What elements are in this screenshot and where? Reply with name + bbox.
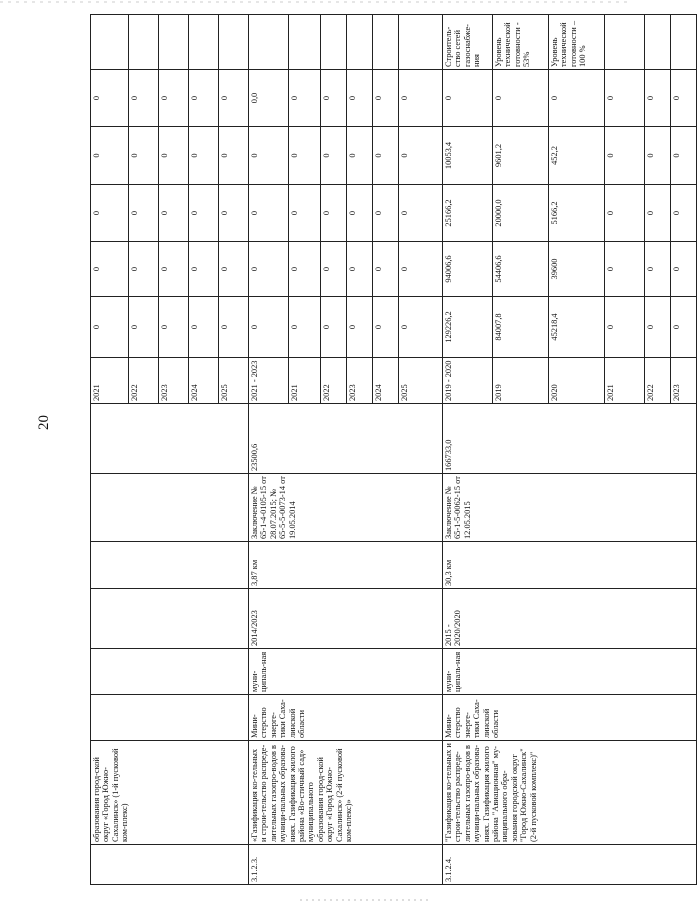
regional-budget-cell: 5166,2 (549, 185, 605, 242)
regional-budget-cell: 0 (605, 185, 645, 242)
local-budget-cell: 452,2 (549, 127, 605, 185)
regional-budget-cell: 0 (671, 185, 697, 242)
table-row (249, 15, 289, 885)
total-amount-cell: 0 (373, 297, 399, 358)
total-amount-cell: 0 (219, 297, 249, 358)
other-sources-cell: 0 (399, 70, 443, 127)
local-budget-cell: 0 (91, 127, 129, 185)
total-amount-cell: 0 (289, 297, 321, 358)
result-cell (321, 15, 347, 70)
expertise-cell: Заключение № 65-1-4-0105-15 от 28.07.2015; № 65-5-5-0073-14 от 19.05.2014 (249, 474, 443, 542)
result-cell (399, 15, 443, 70)
other-sources-cell: 0 (347, 70, 373, 127)
result-cell: Строитель-ство сетей газоснабже-ния (443, 15, 493, 70)
total-amount-cell: 84007,8 (493, 297, 549, 358)
regional-budget-cell: 25166,2 (443, 185, 493, 242)
federal-budget-cell: 0 (671, 242, 697, 297)
federal-budget-cell: 0 (91, 242, 129, 297)
period-cell (91, 589, 249, 649)
estimate-cost-cell: 23500,6 (249, 404, 443, 474)
capacity-cell: 30,3 км (443, 542, 697, 589)
other-sources-cell: 0 (289, 70, 321, 127)
year-cell: 2025 (399, 358, 443, 404)
period-cell: 2014/2023 (249, 589, 443, 649)
local-budget-cell: 0 (321, 127, 347, 185)
federal-budget-cell: 0 (249, 242, 289, 297)
local-budget-cell: 0 (219, 127, 249, 185)
federal-budget-cell: 0 (289, 242, 321, 297)
federal-budget-cell: 0 (373, 242, 399, 297)
item-number-cell (91, 845, 249, 885)
year-cell: 2019 - 2020 (443, 358, 493, 404)
year-cell: 2023 (159, 358, 189, 404)
year-cell: 2021 (91, 358, 129, 404)
federal-budget-cell: 0 (159, 242, 189, 297)
event-name-cell: образования город-ской округ «Город Южно-Сахалинск» (1-й пусковой ком-плекс) (91, 741, 249, 845)
expertise-cell (91, 474, 249, 542)
total-amount-cell: 45218,4 (549, 297, 605, 358)
year-cell: 2020 (549, 358, 605, 404)
result-cell (289, 15, 321, 70)
result-cell (91, 15, 129, 70)
table-body (91, 15, 697, 885)
program-table (90, 14, 697, 885)
other-sources-cell: 0 (549, 70, 605, 127)
local-budget-cell: 10053,4 (443, 127, 493, 185)
federal-budget-cell: 0 (605, 242, 645, 297)
executor-cell: Мини-стерство энерге-тики Саха-линской области (249, 695, 443, 741)
table-row (443, 15, 493, 885)
regional-budget-cell: 0 (289, 185, 321, 242)
financing-type-cell: муни-ципаль-ная (249, 649, 443, 695)
regional-budget-cell: 0 (321, 185, 347, 242)
regional-budget-cell: 0 (129, 185, 159, 242)
total-amount-cell: 0 (189, 297, 219, 358)
year-cell: 2021 - 2023 (249, 358, 289, 404)
regional-budget-cell: 0 (399, 185, 443, 242)
other-sources-cell: 0 (671, 70, 697, 127)
result-cell: Уровень технической готовности - 53% (493, 15, 549, 70)
total-amount-cell: 129226,2 (443, 297, 493, 358)
financing-type-cell (91, 649, 249, 695)
estimate-cost-cell: 166733,0 (443, 404, 697, 474)
capacity-cell (91, 542, 249, 589)
other-sources-cell: 0 (373, 70, 399, 127)
year-cell: 2021 (605, 358, 645, 404)
local-budget-cell: 0 (129, 127, 159, 185)
year-cell: 2025 (219, 358, 249, 404)
federal-budget-cell: 0 (399, 242, 443, 297)
federal-budget-cell: 0 (129, 242, 159, 297)
local-budget-cell: 0 (189, 127, 219, 185)
regional-budget-cell: 0 (249, 185, 289, 242)
result-cell (373, 15, 399, 70)
period-cell: 2015 - 2020/2020 (443, 589, 697, 649)
federal-budget-cell: 54406,6 (493, 242, 549, 297)
local-budget-cell: 0 (399, 127, 443, 185)
year-cell: 2023 (347, 358, 373, 404)
total-amount-cell: 0 (347, 297, 373, 358)
regional-budget-cell: 20000,0 (493, 185, 549, 242)
year-cell: 2022 (129, 358, 159, 404)
federal-budget-cell: 0 (347, 242, 373, 297)
local-budget-cell: 0 (347, 127, 373, 185)
federal-budget-cell: 0 (321, 242, 347, 297)
other-sources-cell: 0 (605, 70, 645, 127)
regional-budget-cell: 0 (219, 185, 249, 242)
other-sources-cell: 0 (493, 70, 549, 127)
result-cell (605, 15, 645, 70)
year-cell: 2022 (645, 358, 671, 404)
page-number: 20 (36, 415, 52, 430)
total-amount-cell: 0 (159, 297, 189, 358)
regional-budget-cell: 0 (91, 185, 129, 242)
other-sources-cell: 0 (443, 70, 493, 127)
other-sources-cell: 0 (645, 70, 671, 127)
result-cell (645, 15, 671, 70)
federal-budget-cell: 0 (645, 242, 671, 297)
event-name-cell: "Газификация ко-тельных и строи-тельство распреде-лительных газопро-водов в муници-пальных образова-ниях. Газификация жилого района "Авиационная" му-ниципального обра-зования городской округ "Город Южно-Сахалинск" (2-й пусковой комплекс)" (443, 741, 697, 845)
local-budget-cell: 9601,2 (493, 127, 549, 185)
local-budget-cell: 0 (159, 127, 189, 185)
rotated-table-container (90, 15, 681, 885)
item-number-cell: 3.1.2.4. (443, 845, 697, 885)
other-sources-cell: 0 (321, 70, 347, 127)
other-sources-cell: 0 (219, 70, 249, 127)
year-cell: 2024 (189, 358, 219, 404)
total-amount-cell: 0 (321, 297, 347, 358)
year-cell: 2024 (373, 358, 399, 404)
estimate-cost-cell (91, 404, 249, 474)
total-amount-cell: 0 (605, 297, 645, 358)
year-cell: 2019 (493, 358, 549, 404)
total-amount-cell: 0 (671, 297, 697, 358)
event-name-cell: «Газификация ко-тельных и строи-тельство распреде-лительных газопро-водов в муници-пальных образова-ниях. Газификация жилого района «Во-стичный сад» муниципального образования город-ской округ «Город Южно-Сахалинск» (2-й пусковой ком-плекс)» (249, 741, 443, 845)
executor-cell (91, 695, 249, 741)
result-cell (671, 15, 697, 70)
local-budget-cell: 0 (289, 127, 321, 185)
executor-cell: Мини-стерство энерге-тики Саха-линской области (443, 695, 697, 741)
item-number-cell: 3.1.2.3. (249, 845, 443, 885)
federal-budget-cell: 94006,6 (443, 242, 493, 297)
result-cell (129, 15, 159, 70)
other-sources-cell: 0,0 (249, 70, 289, 127)
total-amount-cell: 0 (91, 297, 129, 358)
result-cell (159, 15, 189, 70)
total-amount-cell: 0 (399, 297, 443, 358)
year-cell: 2022 (321, 358, 347, 404)
local-budget-cell: 0 (249, 127, 289, 185)
result-cell: Уровень технической готовности – 100 % (549, 15, 605, 70)
other-sources-cell: 0 (91, 70, 129, 127)
year-cell: 2021 (289, 358, 321, 404)
federal-budget-cell: 0 (189, 242, 219, 297)
year-cell: 2023 (671, 358, 697, 404)
total-amount-cell: 0 (129, 297, 159, 358)
local-budget-cell: 0 (605, 127, 645, 185)
total-amount-cell: 0 (249, 297, 289, 358)
result-cell (219, 15, 249, 70)
regional-budget-cell: 0 (347, 185, 373, 242)
regional-budget-cell: 0 (189, 185, 219, 242)
local-budget-cell: 0 (671, 127, 697, 185)
local-budget-cell: 0 (373, 127, 399, 185)
regional-budget-cell: 0 (645, 185, 671, 242)
capacity-cell: 3,87 км (249, 542, 443, 589)
table-row (91, 15, 129, 885)
local-budget-cell: 0 (645, 127, 671, 185)
result-cell (249, 15, 289, 70)
financing-type-cell: муни-ципаль-ная (443, 649, 697, 695)
regional-budget-cell: 0 (159, 185, 189, 242)
result-cell (189, 15, 219, 70)
result-cell (347, 15, 373, 70)
other-sources-cell: 0 (129, 70, 159, 127)
other-sources-cell: 0 (189, 70, 219, 127)
regional-budget-cell: 0 (373, 185, 399, 242)
expertise-cell: Заключение № 65-1-5-0062-15 от 12.05.2015 (443, 474, 697, 542)
other-sources-cell: 0 (159, 70, 189, 127)
federal-budget-cell: 39600 (549, 242, 605, 297)
total-amount-cell: 0 (645, 297, 671, 358)
federal-budget-cell: 0 (219, 242, 249, 297)
